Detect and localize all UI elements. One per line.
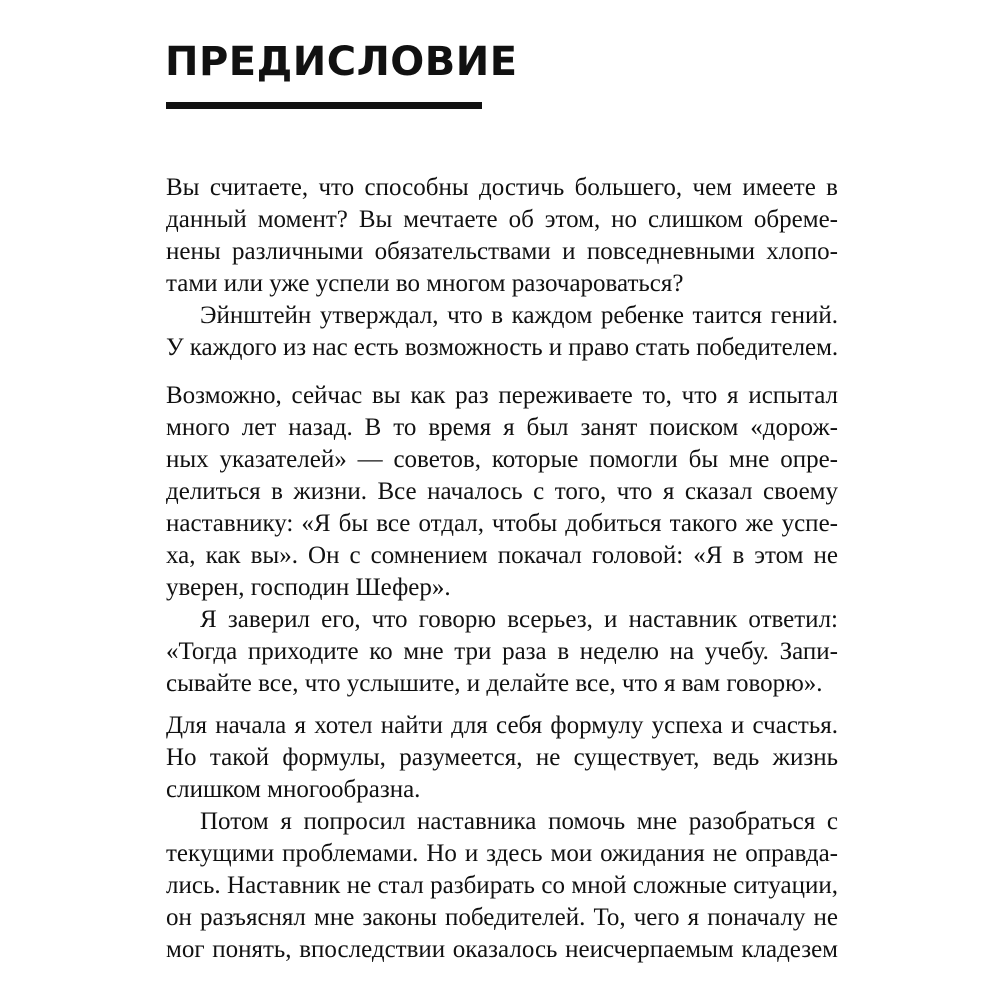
text-line: тами или уже успели во многом разочароваться? bbox=[166, 270, 684, 297]
text-line: Потом я попросил наставника помочь мне разобраться с bbox=[200, 808, 838, 835]
text-line: Возможно, сейчас вы как раз переживаете то, что я испытал bbox=[166, 382, 838, 409]
text-line: Для начала я хотел найти для себя формулу успеха и счастья. bbox=[166, 712, 838, 739]
text-block-3 bbox=[166, 710, 838, 966]
text-line: мог понять, впоследствии оказалось неисчерпаемым кладезем bbox=[166, 936, 838, 963]
text-line: текущими проблемами. Но и здесь мои ожидания не оправда- bbox=[166, 840, 838, 867]
text-line: ха, как вы». Он с сомнением покачал головой: «Я в этом не bbox=[166, 542, 838, 569]
text-block-2 bbox=[166, 380, 838, 700]
text-line: ных указателей» — советов, которые помогли бы мне опре- bbox=[166, 446, 838, 473]
chapter-heading: ПРЕДИСЛОВИЕ bbox=[165, 39, 518, 85]
text-line: много лет назад. В то время я был занят поиском «дорож- bbox=[166, 414, 838, 441]
text-block-1 bbox=[166, 172, 838, 364]
text-line: нены различными обязательствами и повседневными хлопо- bbox=[166, 238, 838, 265]
text-line: У каждого из нас есть возможность и право стать победителем. bbox=[166, 334, 838, 361]
text-line: данный момент? Вы мечтаете об этом, но слишком обреме- bbox=[166, 206, 838, 233]
text-line: лись. Наставник не стал разбирать со мной сложные ситуации, bbox=[166, 872, 838, 899]
text-line: «Тогда приходите ко мне три раза в неделю на учебу. Запи- bbox=[166, 638, 838, 665]
text-line: делиться в жизни. Все началось с того, что я сказал своему bbox=[166, 478, 838, 505]
heading-underline bbox=[166, 102, 482, 109]
text-line: наставнику: «Я бы все отдал, чтобы добиться такого же успе- bbox=[166, 510, 838, 537]
text-line: Вы считаете, что способны достичь большего, чем имеете в bbox=[166, 174, 838, 201]
text-line: слишком многообразна. bbox=[166, 776, 421, 803]
text-line: сывайте все, что услышите, и делайте все, что я вам говорю». bbox=[166, 670, 823, 697]
text-line: Но такой формулы, разумеется, не существует, ведь жизнь bbox=[166, 744, 838, 771]
text-line: он разъяснял мне законы победителей. То, чего я поначалу не bbox=[166, 904, 838, 931]
text-line: Я заверил его, что говорю всерьез, и наставник ответил: bbox=[200, 606, 838, 633]
text-line: уверен, господин Шефер». bbox=[166, 574, 451, 601]
text-line: Эйнштейн утверждал, что в каждом ребенке таится гений. bbox=[200, 302, 838, 329]
